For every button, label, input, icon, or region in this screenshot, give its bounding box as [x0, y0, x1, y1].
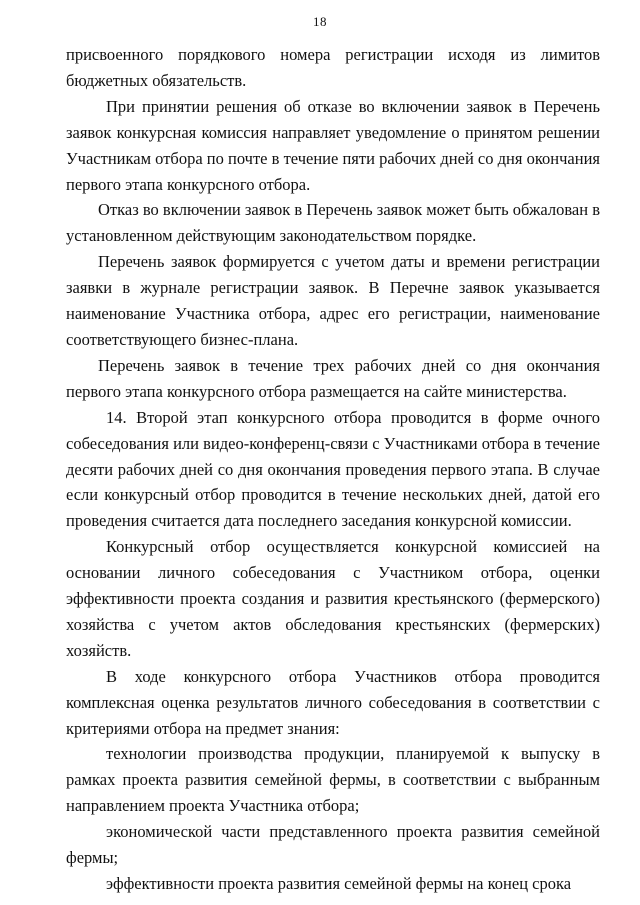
paragraph-list-formation: Перечень заявок формируется с учетом даты и времени регистрации заявки в журнале регистрации заявок. В Перечне заявок указывается наименование Участника отбора, адрес его регистрации, наименование соответствующего бизнес-плана. [66, 252, 600, 349]
document-body [66, 42, 600, 897]
list-item-technology: технологии производства продукции, планируемой к выпуску в рамках проекта развития семейной фермы, в соответствии с выбранным направлением проекта Участника отбора; [66, 744, 600, 816]
page-number: 18 [313, 14, 327, 29]
paragraph-second-stage: 14. Второй этап конкурсного отбора проводится в форме очного собеседования или видео-конференц-связи с Участниками отбора в течение десяти рабочих дней со дня окончания проведения первого этапа. В случае если конкурсный отбор проводится в течение нескольких дней, датой его проведения считается дата последнего заседания конкурсной комиссии. [66, 407, 600, 531]
paragraph-appeal: Отказ во включении заявок в Перечень заявок может быть обжалован в установленном действующим законодательством порядке. [66, 200, 601, 246]
paragraph-list-publication: Перечень заявок в течение трех рабочих дней со дня окончания первого этапа конкурсного отбора размещается на сайте министерства. [66, 355, 600, 401]
paragraph-continuation: присвоенного порядкового номера регистрации исходя из лимитов бюджетных обязательств. [66, 45, 600, 90]
paragraph-refusal-notice: При принятии решения об отказе во включении заявок в Перечень заявок конкурсная комиссия направляет уведомление о принятом решении Участникам отбора по почте в течение пяти рабочих дней со дня окончания первого этапа конкурсного отбора. [66, 96, 600, 194]
list-item-efficiency: эффективности проекта развития семейной фермы на конец срока [106, 874, 572, 893]
paragraph-selection-basis: Конкурсный отбор осуществляется конкурсной комиссией на основании личного собеседования с Участником отбора, оценки эффективности проекта создания и развития крестьянского (фермерского) хозяйства с учетом актов обследования крестьянских (фермерских) хозяйств. [66, 537, 600, 660]
paragraph-assessment: В ходе конкурсного отбора Участников отбора проводится комплексная оценка результатов личного собеседования в соответствии с критериями отбора на предмет знания: [66, 666, 600, 738]
list-item-economics: экономической части представленного проекта развития семейной фермы; [66, 822, 600, 868]
